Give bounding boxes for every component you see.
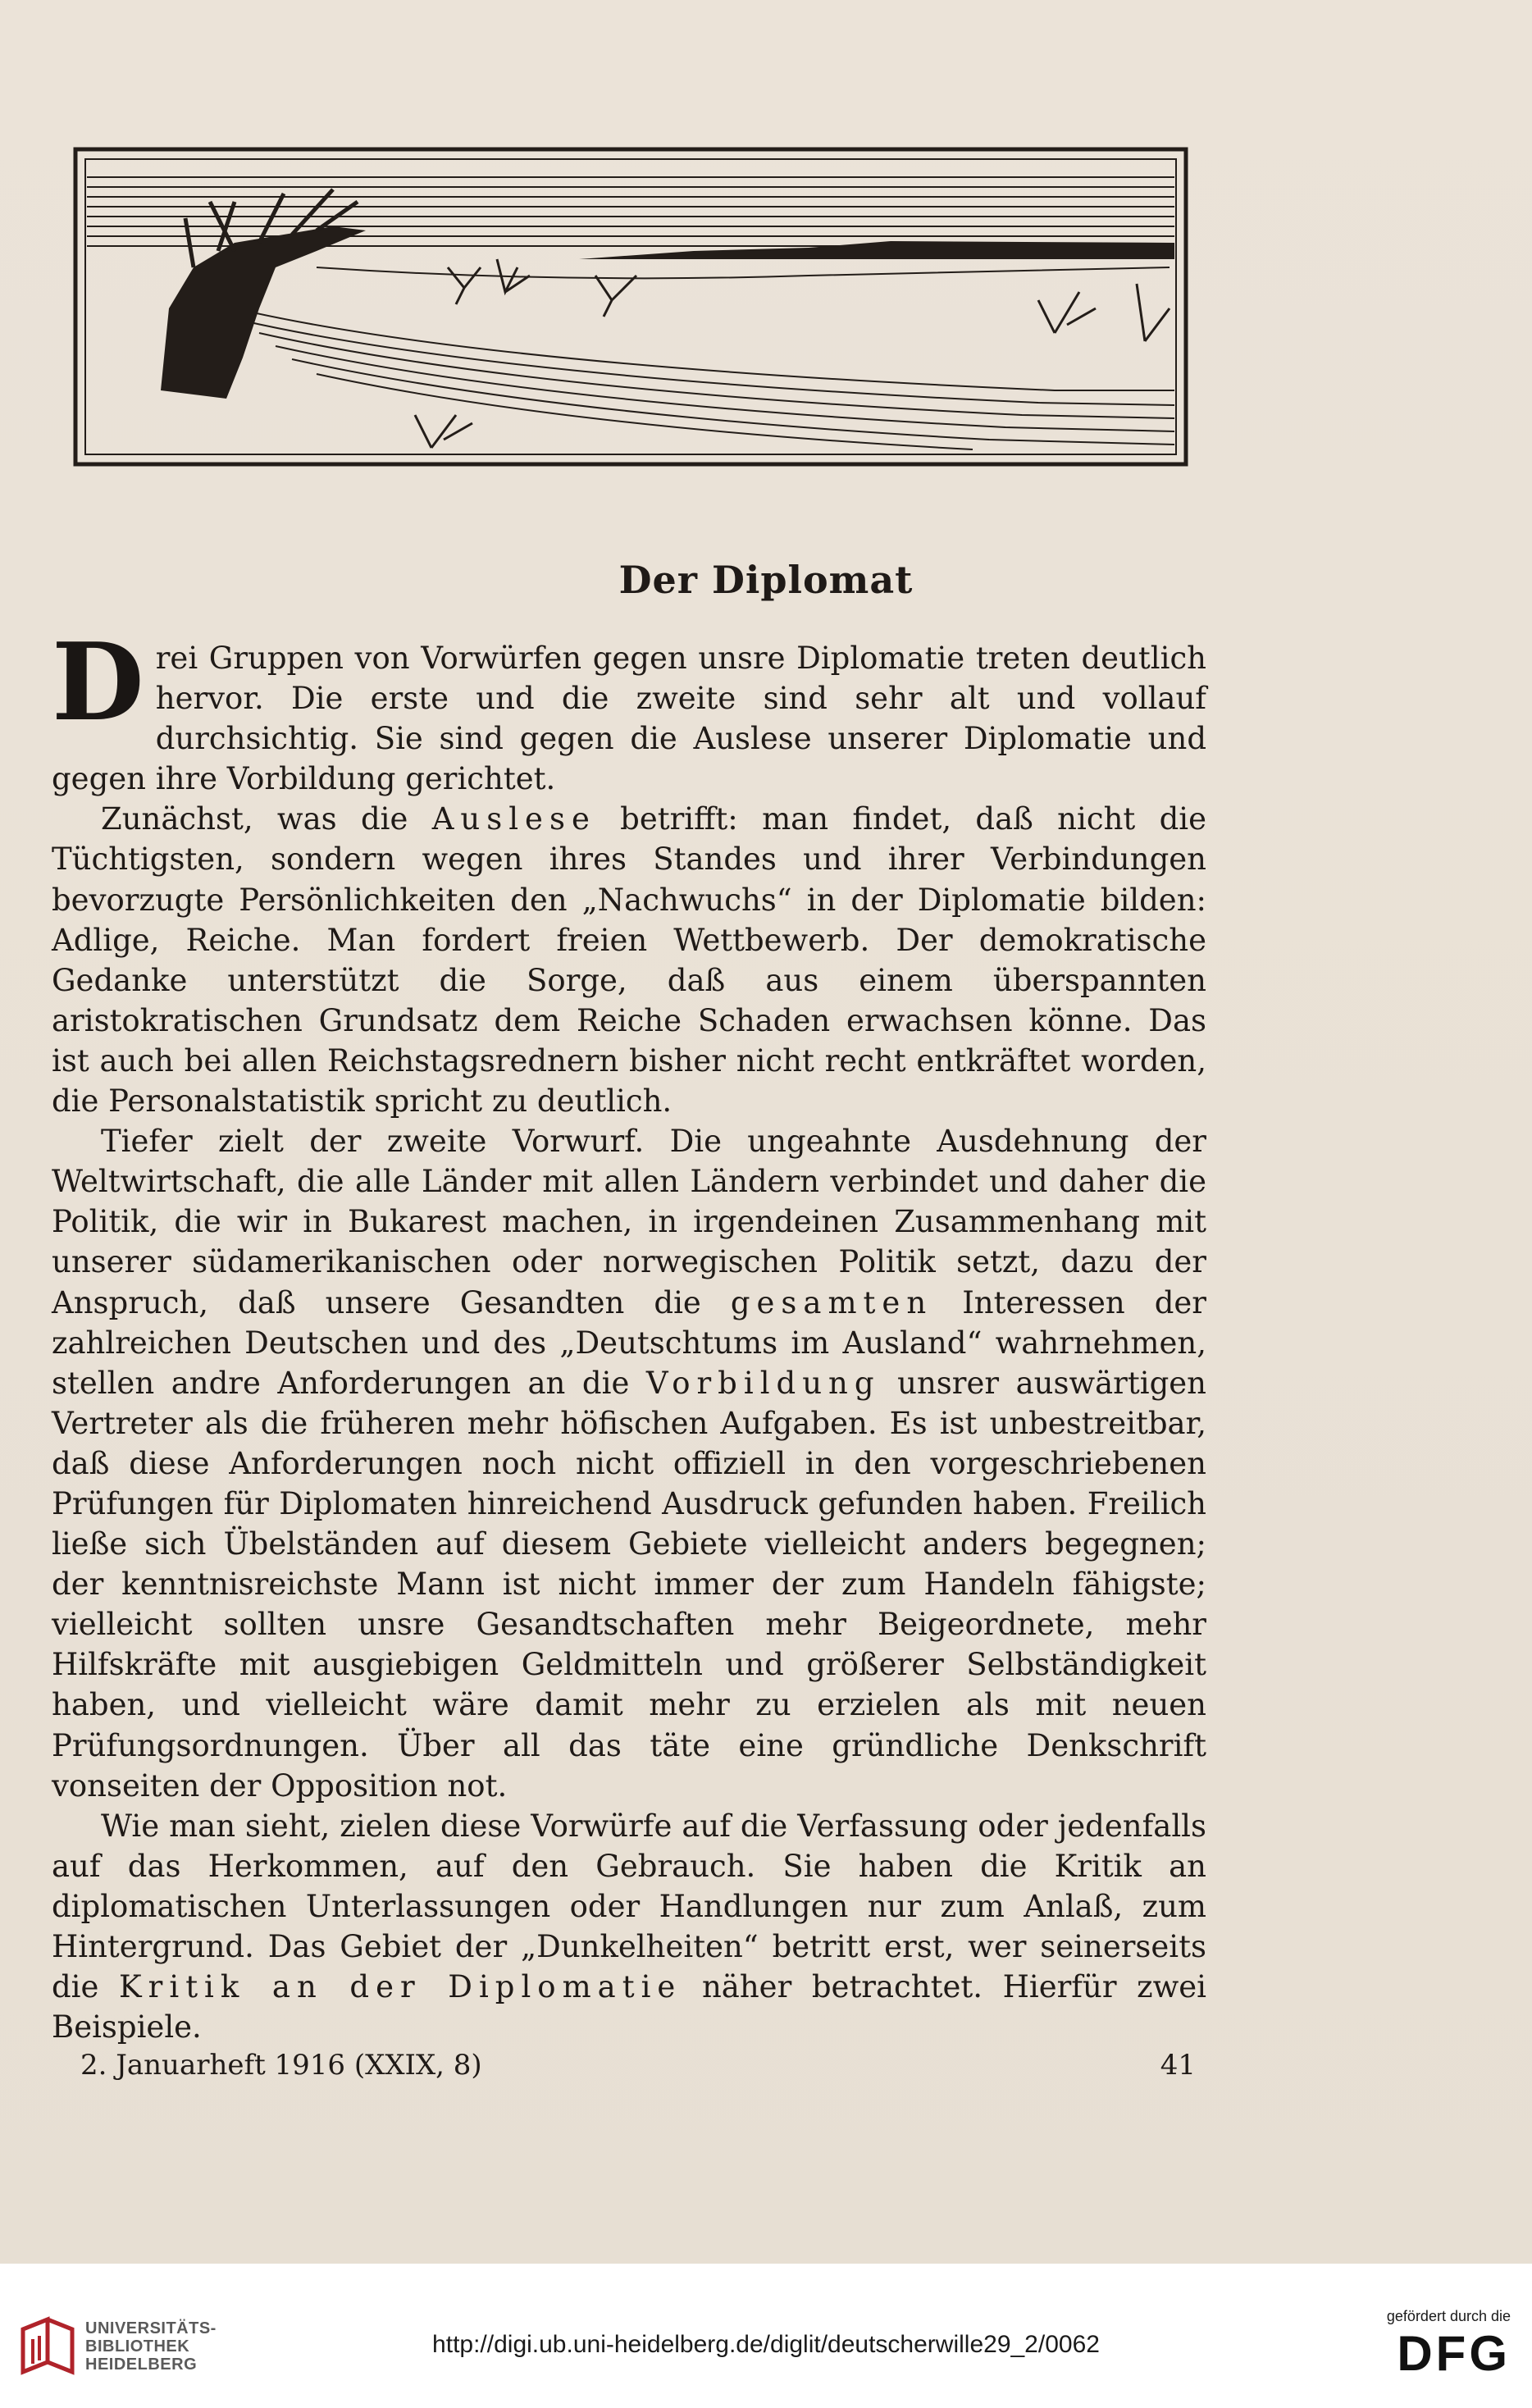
- winter-landscape-illustration: [71, 144, 1191, 469]
- dfg-logo: DFG: [1397, 2326, 1511, 2381]
- paragraph-text: näher betrachtet. Hierfür zwei Beispiele.: [52, 1969, 1207, 2045]
- paragraph: [52, 1121, 1206, 1806]
- spaced-emphasis-text: Auslese: [431, 801, 596, 837]
- paragraph-text: Zunächst, was die: [101, 801, 432, 837]
- viewer-footer-bar: [0, 2264, 1532, 2408]
- funder-text: gefördert durch die: [1386, 2308, 1511, 2324]
- paragraph-text: Wie man sieht, zielen diese Vorwürfe auf die Verfassung oder jedenfalls auf das Herkommen, auf den Gebrauch. Sie haben die Kritik an diplomatischen Unterlassungen oder Handlungen nur zum Anlaß, zum Hintergrund. Das Gebiet der „Dunkelheiten“ betritt erst, wer seinerseits die: [52, 1808, 1206, 2005]
- page-footer: [80, 2049, 1196, 2090]
- paragraph-text: betrifft: man findet, daß nicht die Tüchtigsten, sondern wegen ihres Standes und ihrer Verbindungen bevorzugte Persönlichkeiten den „Nachwuchs“ in der Diplomatie bilden: Adlige, Reiche. Man fordert freien Wettbewerb. Der demokratische Gedanke unterstützt die Sorge, daß aus einem überspannten aristokratischen Grundsatz dem Reiche Schaden erwachsen könne. Das ist auch bei allen Reichstagsrednern bisher nicht recht entkräftet worden, die Personalstatistik spricht zu deutlich.: [52, 801, 1206, 1120]
- library-name-line-1: UNIVERSITÄTS-: [85, 2319, 217, 2337]
- permalink-url[interactable]: http://digi.ub.uni-heidelberg.de/diglit/deutscherwille29_2/0062: [432, 2331, 1100, 2358]
- paragraph-text: Tiefer zielt der zweite Vorwurf. Die ungeahnte Ausdehnung der Weltwirtschaft, die alle Länder mit allen Ländern verbindet und daher die Politik, die wir in Bukarest machen, in irgendeinen Zusammenhang mit unserer südamerikanischen oder norwegischen Politik setzt, dazu der Anspruch, daß unsere Gesandten die: [52, 1124, 1206, 1320]
- page-number: 41: [1160, 2049, 1196, 2082]
- paragraph: [52, 1806, 1206, 2048]
- paragraph-text: unsrer auswärtigen Vertreter als die früheren mehr höfischen Aufgaben. Es ist unbestreitbar, daß diese Anforderungen noch nicht offiziell in den vorgeschriebenen Prüfungen für Diplomaten hinreichend Ausdruck gefunden haben. Freilich ließe sich Übelständen auf diesem Gebiete vielleicht anders begegnen; der kenntnisreichste Mann ist nicht immer der zum Handeln fähigste; vielleicht sollten unsre Gesandtschaften mehr Beigeordnete, mehr Hilfskräfte mit ausgiebigen Geldmitteln und größerer Selbständigkeit haben, und vielleicht wäre damit mehr zu erzielen als mit neuen Prüfungsordnungen. Über all das täte eine gründliche Denkschrift vonseiten der Opposition not.: [52, 1365, 1206, 1804]
- article-body: [52, 619, 1207, 2047]
- spaced-emphasis-text: gesamten: [730, 1284, 933, 1320]
- dropcap: D: [52, 619, 144, 745]
- funder-block: [1355, 2308, 1511, 2379]
- paragraph: [52, 799, 1206, 1121]
- library-name-line-2: BIBLIOTHEK: [85, 2337, 190, 2356]
- article-title: Der Diplomat: [618, 558, 914, 602]
- spaced-emphasis-text: Kritik an der Diplomatie: [119, 1969, 682, 2005]
- paragraph-text: Interessen der zahlreichen Deutschen und des „Deutschtums im Ausland“ wahrnehmen, stellen andre Anforderungen an die: [52, 1284, 1206, 1401]
- issue-label: 2. Januarheft 1916 (XXIX, 8): [80, 2049, 482, 2082]
- paragraph: [52, 619, 1206, 799]
- spaced-emphasis-text: Vorbildung: [645, 1365, 881, 1401]
- paragraph-text: rei Gruppen von Vorwürfen gegen unsre Diplomatie treten deutlich hervor. Die erste und die zweite sind sehr alt und vollauf durchsichtig. Sie sind gegen die Auslese unserer Diplomatie und gegen ihre Vorbildung gerichtet.: [52, 641, 1206, 797]
- library-name-line-3: HEIDELBERG: [85, 2356, 198, 2374]
